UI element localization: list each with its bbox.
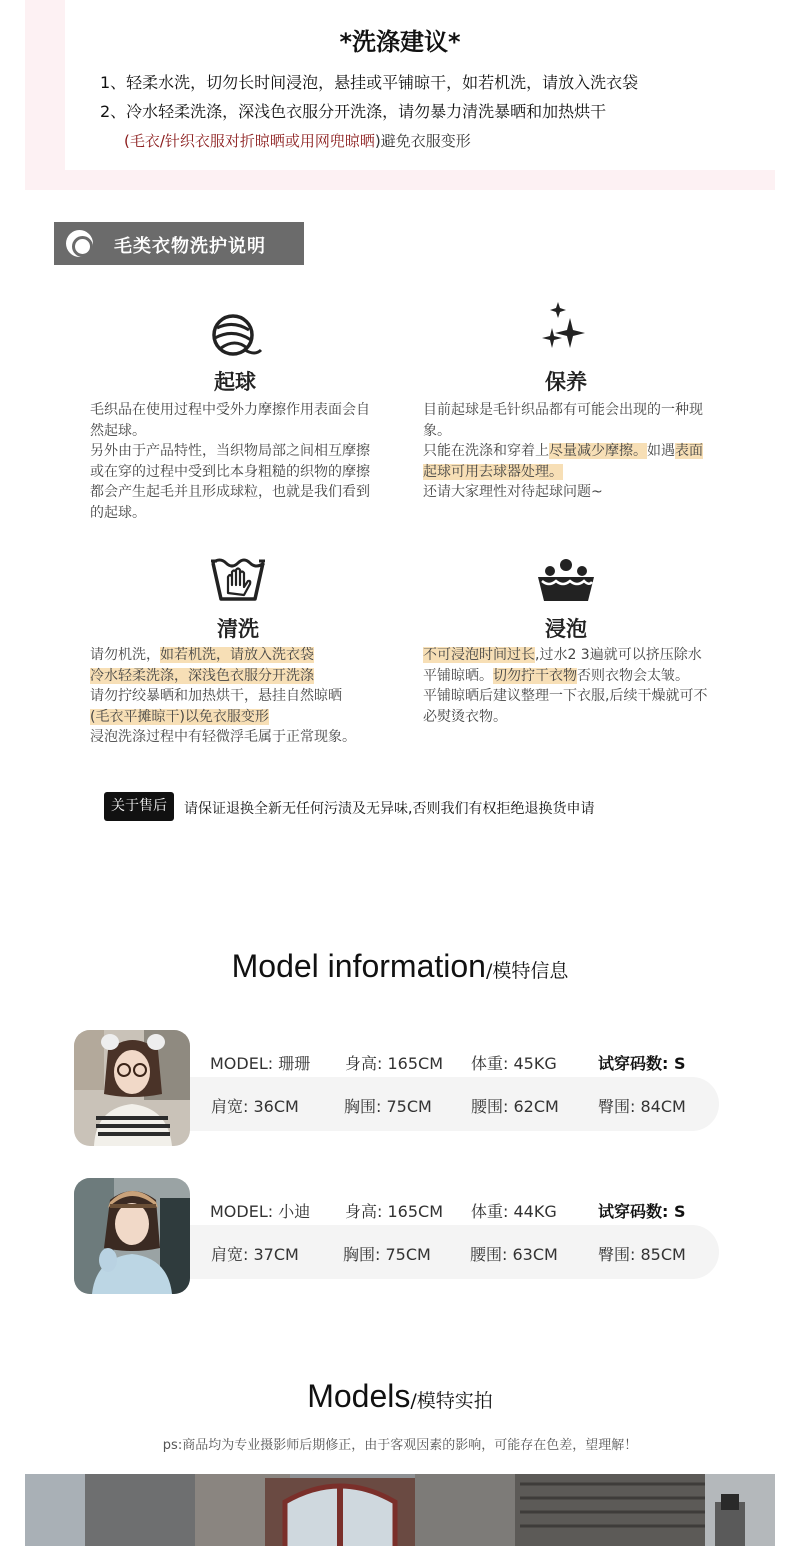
maintenance-paragraph-3: 还请大家理性对待起球问题~ xyxy=(423,484,603,500)
soaking-text-d: 否则衣物会太皱。 xyxy=(577,667,689,684)
wash-basin-icon xyxy=(536,555,596,605)
soaking-text xyxy=(423,645,713,727)
wash-line-2: 2、冷水轻柔洗涤，深浅色衣服分开洗涤，请勿暴力清洗暴晒和加热烘干 xyxy=(100,102,607,121)
maintenance-text xyxy=(423,400,713,503)
soaking-paragraph-1 xyxy=(423,645,713,686)
washing-paragraph-1 xyxy=(90,645,390,666)
model-waist: 腰围: 63CM xyxy=(470,1245,558,1264)
brand-logo-icon xyxy=(66,230,93,257)
maintenance-paragraph-2 xyxy=(423,441,713,482)
care-instructions-header xyxy=(54,222,304,265)
maintenance-highlight-1: 尽量减少摩擦。 xyxy=(549,443,647,459)
washing-paragraph-5: 浸泡洗涤过程中有轻微浮毛属于正常现象。 xyxy=(90,729,356,745)
model-chest: 胸围: 75CM xyxy=(344,1097,432,1116)
wash-line-1: 1、轻柔水洗，切勿长时间浸泡，悬挂或平铺晾干，如若机洗，请放入洗衣袋 xyxy=(100,73,639,92)
models-shots-heading xyxy=(0,1378,800,1415)
pilling-paragraph-1: 毛织品在使用过程中受外力摩擦作用表面会自然起球。 xyxy=(90,402,370,439)
model-waist: 腰围: 62CM xyxy=(471,1097,559,1116)
soaking-title: 浸泡 xyxy=(545,617,587,641)
hand-wash-icon xyxy=(208,555,268,605)
models-shots-title: Models xyxy=(307,1378,411,1414)
model-weight: 体重: 44KG xyxy=(471,1202,557,1221)
model-street-photo xyxy=(25,1474,775,1546)
model-name: MODEL: 珊珊 xyxy=(210,1054,311,1073)
model-height: 身高: 165CM xyxy=(345,1202,443,1221)
wash-line-3 xyxy=(124,130,471,151)
wash-suggestion-title: *洗涤建议* xyxy=(339,28,461,56)
sparkle-icon xyxy=(536,300,596,360)
yarn-ball-icon xyxy=(205,310,265,360)
soaking-paragraph-2: 平铺晾晒后建议整理一下衣服,后续干燥就可不必熨烫衣物。 xyxy=(423,688,708,725)
maintenance-title: 保养 xyxy=(545,370,587,394)
pilling-paragraph-2: 另外由于产品特性，当织物局部之间相互摩擦或在穿的过程中受到比本身粗糙的织物的摩擦都会产生起毛并且形成球粒，也就是我们看到的起球。 xyxy=(90,443,370,521)
model-information-title: Model information xyxy=(231,948,486,984)
model-information-subtitle: /模特信息 xyxy=(485,960,569,982)
washing-highlight-2: 冷水轻柔洗涤，深浅色衣服分开洗涤 xyxy=(90,667,314,684)
soaking-highlight-2: 切勿拧干衣物 xyxy=(493,667,577,684)
wash-line-3-open: ( xyxy=(124,132,130,150)
wash-line-3-tail: )避免衣服变形 xyxy=(374,132,471,150)
maintenance-text-a: 只能在洗涤和穿着上 xyxy=(423,443,549,459)
washing-highlight-3: (毛衣平摊晾干)以免衣服变形 xyxy=(90,708,269,725)
model-shoulder: 肩宽: 37CM xyxy=(211,1245,299,1264)
model-card xyxy=(74,1178,724,1294)
washing-text-a: 请勿机洗， xyxy=(90,647,160,663)
model-height: 身高: 165CM xyxy=(345,1054,443,1073)
washing-highlight-1: 如若机洗，请放入洗衣袋 xyxy=(160,647,314,663)
washing-title: 清洗 xyxy=(217,617,259,641)
model-hip: 臀围: 85CM xyxy=(598,1245,686,1264)
pilling-text xyxy=(90,400,380,523)
after-sales-text: 请保证退换全新无任何污渍及无异味,否则我们有权拒绝退换货申请 xyxy=(184,801,595,817)
model-information-heading xyxy=(0,948,800,985)
washing-text xyxy=(90,645,390,748)
model-chest: 胸围: 75CM xyxy=(343,1245,431,1264)
models-shots-subtitle: /模特实拍 xyxy=(410,1390,493,1412)
washing-paragraph-4 xyxy=(90,707,390,728)
soaking-highlight-1: 不可浸泡时间过长 xyxy=(423,647,535,663)
soaking-text-b: ,过水2 3遍就可以挤压除水平铺晾晒。 xyxy=(423,647,702,684)
model-photo xyxy=(74,1030,190,1146)
model-name: MODEL: 小迪 xyxy=(210,1202,311,1221)
pilling-title: 起球 xyxy=(214,370,256,394)
model-weight: 体重: 45KG xyxy=(471,1054,557,1073)
washing-paragraph-2 xyxy=(90,666,390,687)
model-card xyxy=(74,1030,724,1146)
model-hip: 臀围: 84CM xyxy=(598,1097,686,1116)
model-shoulder: 肩宽: 36CM xyxy=(211,1097,299,1116)
maintenance-highlight-2: 表面起球可用去球器处理。 xyxy=(423,443,703,480)
model-photo xyxy=(74,1178,190,1294)
care-instructions-title: 毛类衣物洗护说明 xyxy=(114,236,266,257)
after-sales-badge: 关于售后 xyxy=(104,792,174,821)
maintenance-text-c: 如遇 xyxy=(647,443,675,459)
model-size: 试穿码数: S xyxy=(598,1202,686,1221)
color-disclaimer-note: ps:商品均为专业摄影师后期修正，由于客观因素的影响，可能存在色差，望理解！ xyxy=(162,1438,638,1453)
wash-line-3-highlight: 毛衣/针织衣服对折晾晒或用网兜晾晒 xyxy=(129,132,375,150)
washing-paragraph-3: 请勿拧绞暴晒和加热烘干，悬挂自然晾晒 xyxy=(90,688,342,704)
maintenance-paragraph-1: 目前起球是毛针织品都有可能会出现的一种现象。 xyxy=(423,402,703,439)
model-size: 试穿码数: S xyxy=(598,1054,686,1073)
